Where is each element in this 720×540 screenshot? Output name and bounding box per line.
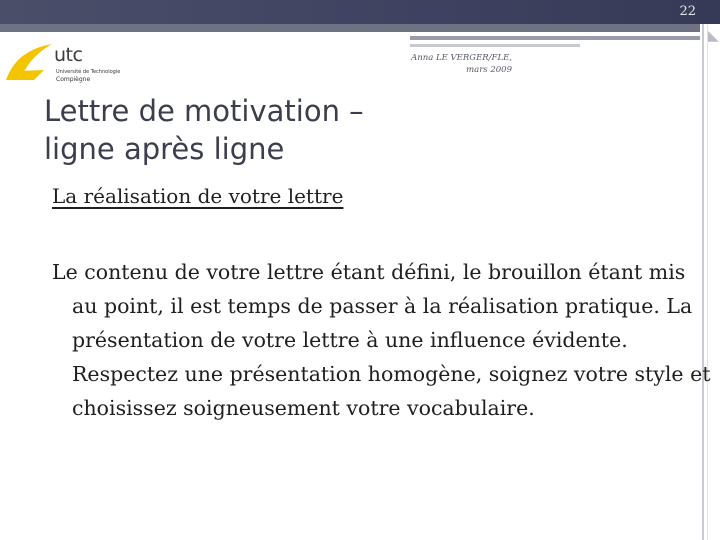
header-bar <box>0 0 720 24</box>
header-rule-tertiary <box>410 44 580 47</box>
author-name: Anna LE VERGER/FLE, <box>411 53 512 63</box>
logo-city: Compiègne <box>56 76 91 83</box>
author-date: mars 2009 <box>466 65 512 75</box>
slide-title-line-1: Lettre de motivation – <box>44 94 364 128</box>
utc-logo <box>4 40 122 88</box>
logo-swoosh-icon <box>4 40 54 88</box>
header-rule-primary <box>0 24 700 32</box>
slide-title-line-2: ligne après ligne <box>44 132 285 166</box>
slide-title <box>44 92 464 168</box>
slide-body-paragraph: Le contenu de votre lettre étant défini, le brouillon étant mis au point, il est temps de passer à la réalisation pratique. La présentation de votre lettre à une influence évidente. Respectez une présentation homogène, soignez votre style et choisissez soigneusement votre vocabulaire. <box>52 260 711 420</box>
slide-subtitle: La réalisation de votre lettre <box>52 184 344 208</box>
corner-decoration-icon: ◣ <box>708 28 719 44</box>
logo-tagline: Université de Technologie <box>56 69 121 75</box>
header-rule-secondary <box>410 36 700 40</box>
slide-number: 22 <box>679 4 696 19</box>
logo-name: utc <box>54 44 83 66</box>
author-credit <box>411 52 512 76</box>
